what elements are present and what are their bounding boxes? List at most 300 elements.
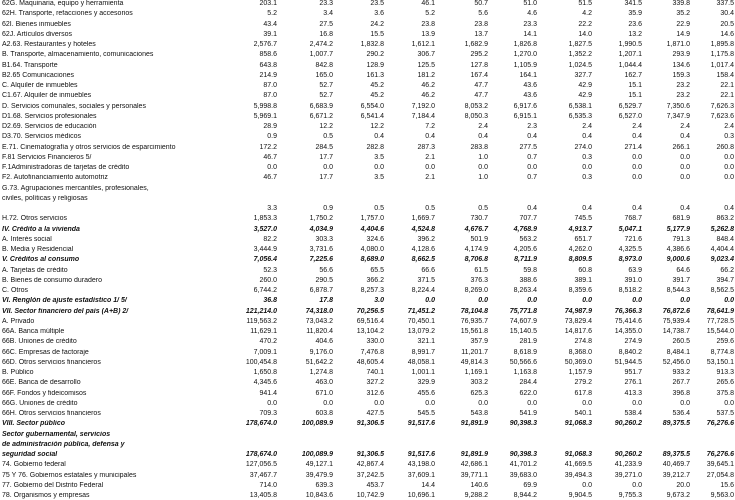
value-cell: 455.6 — [417, 389, 435, 397]
value-cell: 0.0 — [323, 399, 333, 407]
row-label: D2.69. Servicios de educación — [2, 123, 97, 130]
value-cell: 52.7 — [319, 92, 333, 100]
value-cell: 73,829.4 — [564, 317, 592, 325]
value-cell: 714.0 — [259, 481, 277, 489]
value-cell: 863.2 — [716, 215, 734, 223]
value-cell: 8,618.9 — [513, 348, 537, 356]
value-cell: 23.3 — [523, 20, 537, 28]
value-cell: 3.5 — [374, 153, 384, 161]
value-cell: 0.0 — [724, 297, 734, 305]
value-cell: 2.4 — [724, 123, 734, 130]
value-cell: 90,398.3 — [509, 451, 537, 458]
value-cell: 324.6 — [366, 235, 384, 243]
value-cell: 5,998.8 — [253, 102, 277, 110]
value-cell: 0.4 — [680, 205, 690, 212]
table-row — [0, 420, 735, 428]
table-row — [0, 72, 735, 80]
value-cell: 376.3 — [470, 276, 488, 284]
value-cell: 404.6 — [315, 338, 333, 346]
row-label: Sector gubernamental, servicios — [2, 430, 111, 438]
value-cell: 214.9 — [259, 71, 277, 79]
row-label: B. Media y Residencial — [2, 246, 74, 253]
value-cell: 5.2 — [425, 10, 435, 18]
table-row — [0, 31, 735, 39]
table-row — [0, 482, 735, 490]
value-cell: 0.5 — [478, 205, 488, 212]
row-label: 75 Y 76. Gobiernos estatales y municipales — [2, 471, 137, 479]
value-cell: 721.6 — [624, 235, 642, 243]
row-label: 66F. Fondos y fideicomisos — [2, 389, 87, 397]
value-cell: 36.8 — [263, 297, 277, 305]
value-cell: 730.7 — [470, 215, 488, 223]
table-row — [0, 461, 735, 469]
value-cell: 1,207.1 — [618, 51, 642, 59]
value-cell: 341.5 — [624, 0, 642, 7]
value-cell: 20.0 — [676, 481, 690, 489]
value-cell: 7,192.0 — [411, 102, 435, 110]
value-cell: 0.0 — [478, 399, 488, 407]
value-cell: 89,375.5 — [662, 420, 690, 428]
row-label: A. Tarjetas de crédito — [2, 266, 68, 274]
value-cell: 337.5 — [716, 0, 734, 7]
value-cell: 0.0 — [425, 399, 435, 407]
value-cell: 321.1 — [417, 338, 435, 346]
row-label: D3.70. Servicios médicos — [2, 133, 81, 141]
value-cell: 7,476.8 — [360, 348, 384, 356]
row-label: 66D. Otros servicios financieros — [2, 358, 101, 366]
value-cell: 4,325.5 — [618, 246, 642, 253]
value-cell: 933.2 — [672, 369, 690, 376]
value-cell: 49,814.3 — [460, 358, 488, 366]
value-cell: 10,696.1 — [407, 492, 435, 499]
value-cell: 12.2 — [370, 123, 384, 130]
value-cell: 23.2 — [676, 82, 690, 89]
value-cell: 74,607.9 — [509, 317, 537, 325]
value-cell: 46.2 — [421, 82, 435, 89]
value-cell: 100,089.9 — [301, 451, 333, 458]
value-cell: 1,157.9 — [568, 369, 592, 376]
value-cell: 290.2 — [366, 51, 384, 59]
value-cell: 134.6 — [672, 61, 690, 69]
value-cell: 13.9 — [421, 30, 435, 38]
value-cell: 1,650.8 — [253, 369, 277, 376]
table-row — [0, 267, 735, 275]
value-cell: 23.5 — [370, 0, 384, 7]
value-cell: 1,001.1 — [411, 369, 435, 376]
row-label: 74. Gobierno federal — [2, 461, 66, 469]
value-cell: 64.6 — [676, 266, 690, 274]
table-row — [0, 287, 735, 295]
value-cell: 39,479.9 — [305, 471, 333, 479]
value-cell: 53,150.1 — [706, 358, 734, 366]
value-cell: 768.7 — [624, 215, 642, 223]
value-cell: 60.8 — [578, 266, 592, 274]
value-cell: 91,891.9 — [460, 451, 488, 458]
value-cell: 282.8 — [366, 143, 384, 151]
value-cell: 78,104.8 — [460, 307, 488, 315]
value-cell: 0.0 — [267, 164, 277, 171]
value-cell: 1,990.5 — [618, 41, 642, 48]
value-cell: 7.2 — [425, 123, 435, 130]
value-cell: 0.0 — [632, 153, 642, 161]
value-cell: 4,034.9 — [309, 225, 333, 233]
value-cell: 48,058.1 — [407, 358, 435, 366]
value-cell: 391.7 — [672, 276, 690, 284]
value-cell: 396.2 — [417, 235, 435, 243]
value-cell: 11,629.1 — [250, 328, 277, 335]
value-cell: 158.4 — [716, 71, 734, 79]
value-cell: 22.9 — [676, 20, 690, 28]
value-cell: 13,079.2 — [407, 328, 435, 335]
value-cell: 39,771.1 — [460, 471, 488, 479]
value-cell: 9,176.0 — [309, 348, 333, 356]
value-cell: 66.2 — [720, 266, 734, 274]
value-cell: 4,080.0 — [360, 246, 384, 253]
value-cell: 6,538.1 — [568, 102, 592, 110]
row-label: 78. Organismos y empresas — [2, 492, 90, 499]
row-label: VII. Sector financiero del país (A+B) 2/ — [2, 307, 129, 315]
value-cell: 0.3 — [582, 153, 592, 161]
value-cell: 14,738.7 — [662, 328, 690, 335]
row-label: 62J. Artículos diversos — [2, 30, 73, 38]
row-label: 66B. Uniones de crédito — [2, 338, 77, 346]
value-cell: 14.0 — [578, 30, 592, 38]
value-cell: 7,347.9 — [666, 112, 690, 120]
value-cell: 23.2 — [676, 92, 690, 100]
value-cell: 1.0 — [478, 153, 488, 161]
value-cell: 8,224.4 — [411, 287, 435, 294]
value-cell: 49,127.1 — [305, 461, 333, 469]
value-cell: 375.8 — [716, 389, 734, 397]
value-cell: 10,843.6 — [305, 492, 333, 499]
value-cell: 388.6 — [519, 276, 537, 284]
value-cell: 39,271.0 — [614, 471, 642, 479]
value-cell: 75,414.6 — [614, 317, 642, 325]
row-label: F.1Administradoras de tarjetas de crédito — [2, 164, 130, 171]
row-label: VIII. Sector público — [2, 420, 66, 428]
value-cell: 330.0 — [366, 338, 384, 346]
value-cell: 7,009.1 — [253, 348, 277, 356]
value-cell: 8,518.2 — [618, 287, 642, 294]
value-cell: 6,917.6 — [513, 102, 537, 110]
value-cell: 371.5 — [417, 276, 435, 284]
value-cell: 12.2 — [319, 123, 333, 130]
value-cell: 30.4 — [720, 10, 734, 18]
value-cell: 453.7 — [366, 481, 384, 489]
value-cell: 913.3 — [716, 369, 734, 376]
value-cell: 4,386.6 — [666, 246, 690, 253]
value-cell: 161.3 — [366, 71, 384, 79]
value-cell: 70,256.5 — [356, 307, 384, 315]
value-cell: 17.7 — [319, 174, 333, 182]
table-row — [0, 41, 735, 49]
value-cell: 538.4 — [624, 410, 642, 417]
table-row — [0, 205, 735, 213]
value-cell: 0.0 — [527, 297, 537, 305]
value-cell: 4,345.6 — [253, 379, 277, 387]
value-cell: 274.0 — [574, 143, 592, 151]
value-cell: 2.1 — [425, 153, 435, 161]
value-cell: 0.0 — [425, 164, 435, 171]
value-cell: 6,878.7 — [309, 287, 333, 294]
value-cell: 6,529.7 — [618, 102, 642, 110]
value-cell: 140.6 — [470, 481, 488, 489]
value-cell: 13.2 — [628, 30, 642, 38]
value-cell: 100,454.8 — [245, 358, 277, 366]
value-cell: 293.9 — [672, 51, 690, 59]
value-cell: 23.6 — [628, 20, 642, 28]
value-cell: 128.9 — [366, 61, 384, 69]
value-cell: 0.0 — [724, 174, 734, 182]
value-cell: 1,750.2 — [309, 215, 333, 223]
value-cell: 413.3 — [624, 389, 642, 397]
value-cell: 260.8 — [716, 143, 734, 151]
value-cell: 0.0 — [632, 399, 642, 407]
value-cell: 69,516.4 — [356, 317, 384, 325]
value-cell: 1,007.7 — [309, 51, 333, 59]
value-cell: 617.8 — [574, 389, 592, 397]
value-cell: 0.4 — [680, 133, 690, 141]
value-cell: 0.0 — [724, 164, 734, 171]
value-cell: 5.2 — [267, 10, 277, 18]
value-cell: 1,871.0 — [666, 41, 690, 48]
row-label: VI. Renglón de ajuste estadístico 1/ 5/ — [2, 297, 127, 305]
value-cell: 8,484.1 — [666, 348, 690, 356]
value-cell: 791.3 — [672, 235, 690, 243]
value-cell: 303.3 — [315, 235, 333, 243]
value-cell: 4,262.0 — [568, 246, 592, 253]
value-cell: 11,201.7 — [461, 348, 488, 356]
value-cell: 73,043.2 — [305, 317, 333, 325]
value-cell: 2,474.2 — [309, 41, 333, 48]
value-cell: 4,174.9 — [464, 246, 488, 253]
value-cell: 4,676.7 — [464, 225, 488, 233]
value-cell: 15,544.0 — [706, 328, 734, 335]
value-cell: 389.1 — [574, 276, 592, 284]
value-cell: 37,467.7 — [249, 471, 277, 479]
value-cell: 52.7 — [319, 82, 333, 89]
row-label: B2.65 Comunicaciones — [2, 71, 74, 79]
value-cell: 5,262.8 — [710, 225, 734, 233]
value-cell: 8,689.0 — [360, 256, 384, 264]
row-label: IV. Crédito a la vivienda — [2, 225, 80, 233]
value-cell: 0.0 — [680, 153, 690, 161]
value-cell: 0.0 — [323, 164, 333, 171]
value-cell: 203.1 — [259, 0, 277, 7]
row-label: A. Interés social — [2, 235, 52, 243]
table-row — [0, 51, 735, 59]
value-cell: 603.8 — [315, 410, 333, 417]
value-cell: 6,535.3 — [568, 112, 592, 120]
value-cell: 0.4 — [374, 133, 384, 141]
table-row — [0, 349, 735, 357]
value-cell: 46.1 — [421, 0, 435, 7]
value-cell: 91,306.5 — [356, 451, 384, 458]
value-cell: 9,563.0 — [710, 492, 734, 499]
value-cell: 1,274.8 — [309, 369, 333, 376]
value-cell: 159.3 — [672, 71, 690, 79]
value-cell: 8,053.2 — [464, 102, 488, 110]
value-cell: 4,524.8 — [411, 225, 435, 233]
value-cell: 9,288.2 — [464, 492, 488, 499]
value-cell: 66.6 — [421, 266, 435, 274]
value-cell: 35.2 — [676, 10, 690, 18]
value-cell: 9,023.4 — [710, 256, 734, 264]
table-row — [0, 431, 735, 439]
value-cell: 46.7 — [263, 174, 277, 182]
value-cell: 1,682.9 — [464, 41, 488, 48]
table-row — [0, 441, 735, 449]
value-cell: 8,359.6 — [568, 287, 592, 294]
value-cell: 20.5 — [720, 20, 734, 28]
value-cell: 4,205.6 — [513, 246, 537, 253]
table-row — [0, 472, 735, 480]
value-cell: 8,662.5 — [411, 256, 435, 264]
value-cell: 91,517.6 — [407, 420, 435, 428]
value-cell: 3.3 — [267, 205, 277, 212]
value-cell: 274.8 — [574, 338, 592, 346]
table-row — [0, 82, 735, 90]
value-cell: 0.4 — [582, 205, 592, 212]
value-cell: 3.4 — [323, 10, 333, 18]
table-row — [0, 133, 735, 141]
value-cell: 0.3 — [582, 174, 592, 182]
value-cell: 6,683.9 — [309, 102, 333, 110]
value-cell: 7,623.6 — [710, 112, 734, 120]
table-row — [0, 338, 735, 346]
value-cell: 287.3 — [417, 143, 435, 151]
value-cell: 51.0 — [523, 0, 537, 7]
value-cell: 91,306.5 — [356, 420, 384, 428]
value-cell: 8,257.3 — [360, 287, 384, 294]
table-row — [0, 369, 735, 377]
value-cell: 13.7 — [474, 30, 488, 38]
value-cell: 540.1 — [574, 410, 592, 417]
row-label: A2.63. Restaurantes y hoteles — [2, 41, 96, 48]
value-cell: 23.3 — [319, 0, 333, 7]
value-cell: 51,642.2 — [305, 358, 333, 366]
value-cell: 42.9 — [578, 82, 592, 89]
value-cell: 391.0 — [624, 276, 642, 284]
value-cell: 283.8 — [470, 143, 488, 151]
value-cell: 76,872.6 — [662, 307, 690, 315]
value-cell: 0.4 — [478, 133, 488, 141]
value-cell: 2.1 — [425, 174, 435, 182]
value-cell: 266.1 — [672, 143, 690, 151]
value-cell: 8,050.3 — [464, 112, 488, 120]
row-label: 62I. Bienes inmuebles — [2, 20, 71, 28]
value-cell: 87.0 — [263, 92, 277, 100]
table-row — [0, 164, 735, 172]
value-cell: 119,563.2 — [246, 317, 277, 325]
value-cell: 6,527.0 — [618, 112, 642, 120]
value-cell: 46.7 — [263, 153, 277, 161]
value-cell: 1,669.7 — [411, 215, 435, 223]
value-cell: 5,969.1 — [253, 112, 277, 120]
value-cell: 8,706.8 — [464, 256, 488, 264]
value-cell: 858.6 — [259, 51, 277, 59]
value-cell: 265.6 — [716, 379, 734, 387]
value-cell: 8,840.2 — [618, 348, 642, 356]
value-cell: 15,561.8 — [460, 328, 488, 335]
value-cell: 0.5 — [425, 205, 435, 212]
value-cell: 1,017.4 — [710, 61, 734, 69]
value-cell: 45.2 — [370, 92, 384, 100]
value-cell: 47.7 — [474, 82, 488, 89]
value-cell: 536.4 — [672, 410, 690, 417]
value-cell: 39,212.7 — [662, 471, 690, 479]
value-cell: 740.1 — [366, 369, 384, 376]
value-cell: 91,068.3 — [564, 451, 592, 458]
value-cell: 0.4 — [527, 205, 537, 212]
table-row — [0, 144, 735, 152]
value-cell: 63.9 — [628, 266, 642, 274]
value-cell: 0.9 — [323, 205, 333, 212]
table-row — [0, 154, 735, 162]
value-cell: 1,270.0 — [513, 51, 537, 59]
table-row — [0, 410, 735, 418]
value-cell: 3,731.6 — [309, 246, 333, 253]
table-row — [0, 390, 735, 398]
value-cell: 1,163.8 — [513, 369, 537, 376]
value-cell: 4.2 — [582, 10, 592, 18]
value-cell: 89,375.5 — [662, 451, 690, 458]
value-cell: 0.0 — [374, 399, 384, 407]
value-cell: 41,233.9 — [614, 461, 642, 469]
value-cell: 1,757.0 — [360, 215, 384, 223]
value-cell: 1,044.4 — [618, 61, 642, 69]
value-cell: 100,089.9 — [301, 420, 333, 428]
value-cell: 6,554.0 — [360, 102, 384, 110]
table-row — [0, 492, 735, 500]
value-cell: 6,671.2 — [309, 112, 333, 120]
value-cell: 75,771.8 — [509, 307, 537, 315]
value-cell: 8,711.9 — [514, 256, 537, 264]
row-label: F2. Autofinanciamiento automotriz — [2, 174, 108, 182]
row-label: 77. Gobierno del Distrito Federal — [2, 481, 104, 489]
value-cell: 279.2 — [574, 379, 592, 387]
value-cell: 91,891.9 — [460, 420, 488, 428]
value-cell: 56.6 — [319, 266, 333, 274]
table-row — [0, 359, 735, 367]
value-cell: 0.4 — [632, 133, 642, 141]
row-label: D1.68. Servicios profesionales — [2, 112, 97, 120]
value-cell: 8,562.5 — [710, 287, 734, 294]
value-cell: 40,469.7 — [662, 461, 690, 469]
row-label: F.81 Servicios Financieros 5/ — [2, 153, 92, 161]
value-cell: 9,904.5 — [568, 492, 592, 499]
value-cell: 39.1 — [263, 30, 277, 38]
row-label: C. Alquiler de inmuebles — [2, 82, 78, 89]
value-cell: 0.3 — [724, 133, 734, 141]
value-cell: 15.1 — [628, 82, 642, 89]
value-cell: 7,626.3 — [710, 102, 734, 110]
value-cell: 0.4 — [582, 133, 592, 141]
table-row — [0, 195, 735, 203]
value-cell: 127.8 — [470, 61, 488, 69]
row-label: civiles, políticas y religiosas — [2, 194, 88, 202]
value-cell: 78,641.9 — [706, 307, 734, 315]
value-cell: 39,683.0 — [509, 471, 537, 479]
value-cell: 9,755.3 — [618, 492, 642, 499]
value-cell: 23.8 — [474, 20, 488, 28]
value-cell: 2,576.7 — [253, 41, 277, 48]
value-cell: 470.2 — [259, 338, 277, 346]
value-cell: 394.7 — [716, 276, 734, 284]
value-cell: 91,068.3 — [564, 420, 592, 428]
value-cell: 0.0 — [632, 164, 642, 171]
value-cell: 0.0 — [724, 153, 734, 161]
